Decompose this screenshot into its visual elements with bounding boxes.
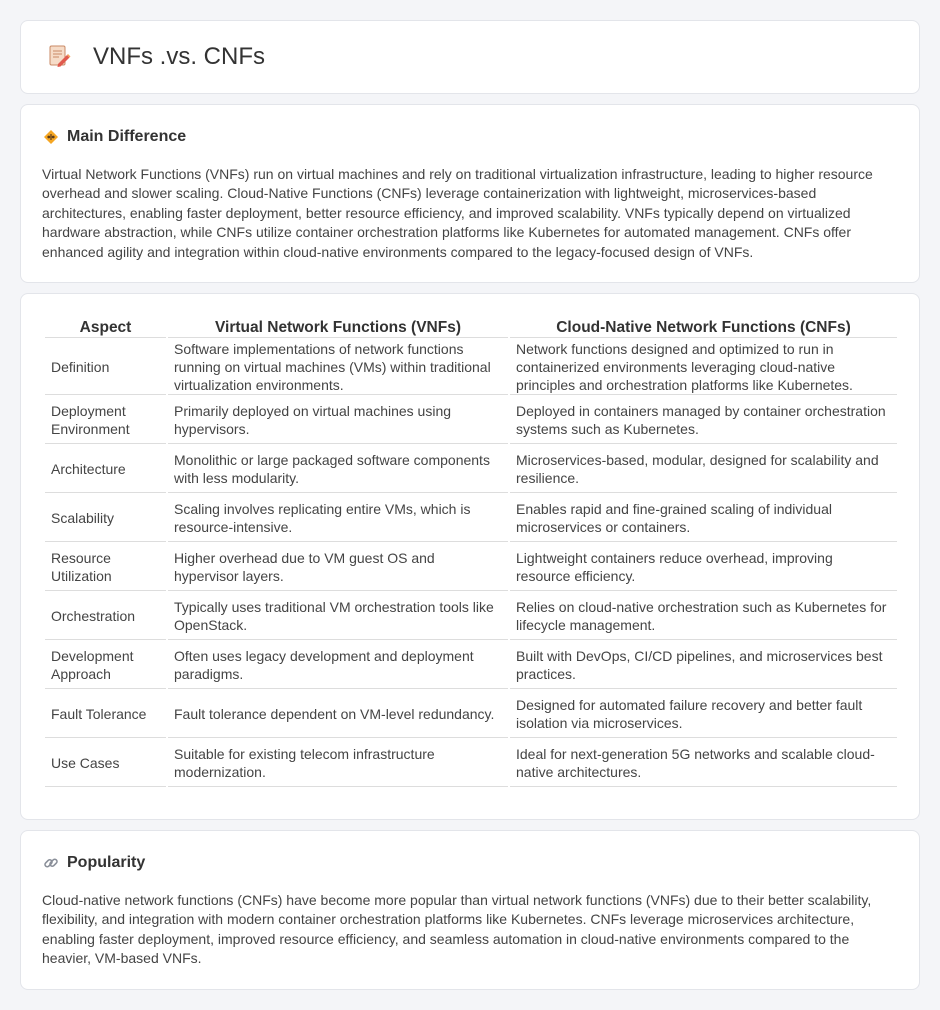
cnf-cell: Lightweight containers reduce overhead, improving resource efficiency. (510, 544, 897, 591)
aspect-cell: Fault Tolerance (45, 691, 166, 738)
comparison-table-section (20, 293, 920, 820)
vnf-cell: Suitable for existing telecom infrastructure modernization. (168, 740, 508, 787)
vnf-cell: Monolithic or large packaged software components with less modularity. (168, 446, 508, 493)
popularity-text: Cloud-native network functions (CNFs) have become more popular than virtual network functions (VNFs) due to their better scalability, flexibility, and integration with modern container orchestration platforms like Kubernetes. CNFs leverage microservices architecture, enabling faster deployment, improved resource efficiency, and seamless automation in cloud-native environments compared to the heavier, VM-based VNFs. (42, 892, 872, 967)
popularity-heading-text: Popularity (67, 854, 146, 871)
cnf-cell: Network functions designed and optimized to run in containerized environments leveraging cloud-native principles and orchestration platforms like Kubernetes. (510, 340, 897, 395)
main-difference-text: Virtual Network Functions (VNFs) run on virtual machines and rely on traditional virtualization infrastructure, leading to higher resource overhead and slower scaling. Cloud-Native Functions (CNFs) leverage containerization with lightweight, microservices-based architectures, enabling faster deployment, better resource efficiency, and improved scalability. VNFs typically depend on virtualized hardware abstraction, while CNFs utilize container orchestration platforms like Kubernetes for automated management. CNFs offer enhanced agility and integration within cloud-native environments compared to the legacy-focused design of VNFs. (42, 166, 873, 260)
vnf-cell: Often uses legacy development and deployment paradigms. (168, 642, 508, 689)
aspect-cell: Deployment Environment (45, 397, 166, 444)
popularity-heading (43, 854, 145, 872)
cnf-cell: Relies on cloud-native orchestration such as Kubernetes for lifecycle management. (510, 593, 897, 640)
vnf-cell: Primarily deployed on virtual machines using hypervisors. (168, 397, 508, 444)
cnf-cell: Built with DevOps, CI/CD pipelines, and microservices best practices. (510, 642, 897, 689)
table-row (45, 544, 897, 591)
table-row (45, 593, 897, 640)
table-row (45, 446, 897, 493)
table-row (45, 397, 897, 444)
aspect-cell: Development Approach (45, 642, 166, 689)
vnf-cell: Fault tolerance dependent on VM-level redundancy. (168, 691, 508, 738)
balance-icon (43, 129, 59, 145)
header-card (20, 20, 920, 94)
main-difference-heading (43, 128, 186, 146)
table-row (45, 691, 897, 738)
main-difference-heading-text: Main Difference (67, 128, 187, 145)
cnf-cell: Ideal for next-generation 5G networks and scalable cloud-native architectures. (510, 740, 897, 787)
vnf-cell: Typically uses traditional VM orchestration tools like OpenStack. (168, 593, 508, 640)
column-header-aspect: Aspect (45, 318, 166, 338)
aspect-cell: Resource Utilization (45, 544, 166, 591)
table-row (45, 740, 897, 787)
aspect-cell: Orchestration (45, 593, 166, 640)
vnf-cell: Higher overhead due to VM guest OS and hypervisor layers. (168, 544, 508, 591)
popularity-section (20, 830, 920, 990)
vnf-cell: Software implementations of network functions running on virtual machines (VMs) within traditional virtualization environments. (168, 340, 508, 395)
cnf-cell: Microservices-based, modular, designed for scalability and resilience. (510, 446, 897, 493)
aspect-cell: Use Cases (45, 740, 166, 787)
cnf-cell: Designed for automated failure recovery and better fault isolation via microservices. (510, 691, 897, 738)
table-header-row (45, 318, 897, 338)
page-title-row (47, 43, 265, 71)
cnf-cell: Deployed in containers managed by container orchestration systems such as Kubernetes. (510, 397, 897, 444)
table-row (45, 642, 897, 689)
main-difference-section (20, 104, 920, 283)
column-header-cnfs: Cloud-Native Network Functions (CNFs) (510, 318, 897, 338)
cnf-cell: Enables rapid and fine-grained scaling of individual microservices or containers. (510, 495, 897, 542)
aspect-cell: Definition (45, 340, 166, 395)
comparison-table (43, 316, 899, 789)
table-row (45, 340, 897, 395)
aspect-cell: Architecture (45, 446, 166, 493)
table-row (45, 495, 897, 542)
aspect-cell: Scalability (45, 495, 166, 542)
link-icon (43, 855, 59, 871)
vnf-cell: Scaling involves replicating entire VMs, which is resource-intensive. (168, 495, 508, 542)
page-title: VNFs .vs. CNFs (93, 43, 265, 70)
document-edit-icon (47, 44, 71, 70)
column-header-vnfs: Virtual Network Functions (VNFs) (168, 318, 508, 338)
